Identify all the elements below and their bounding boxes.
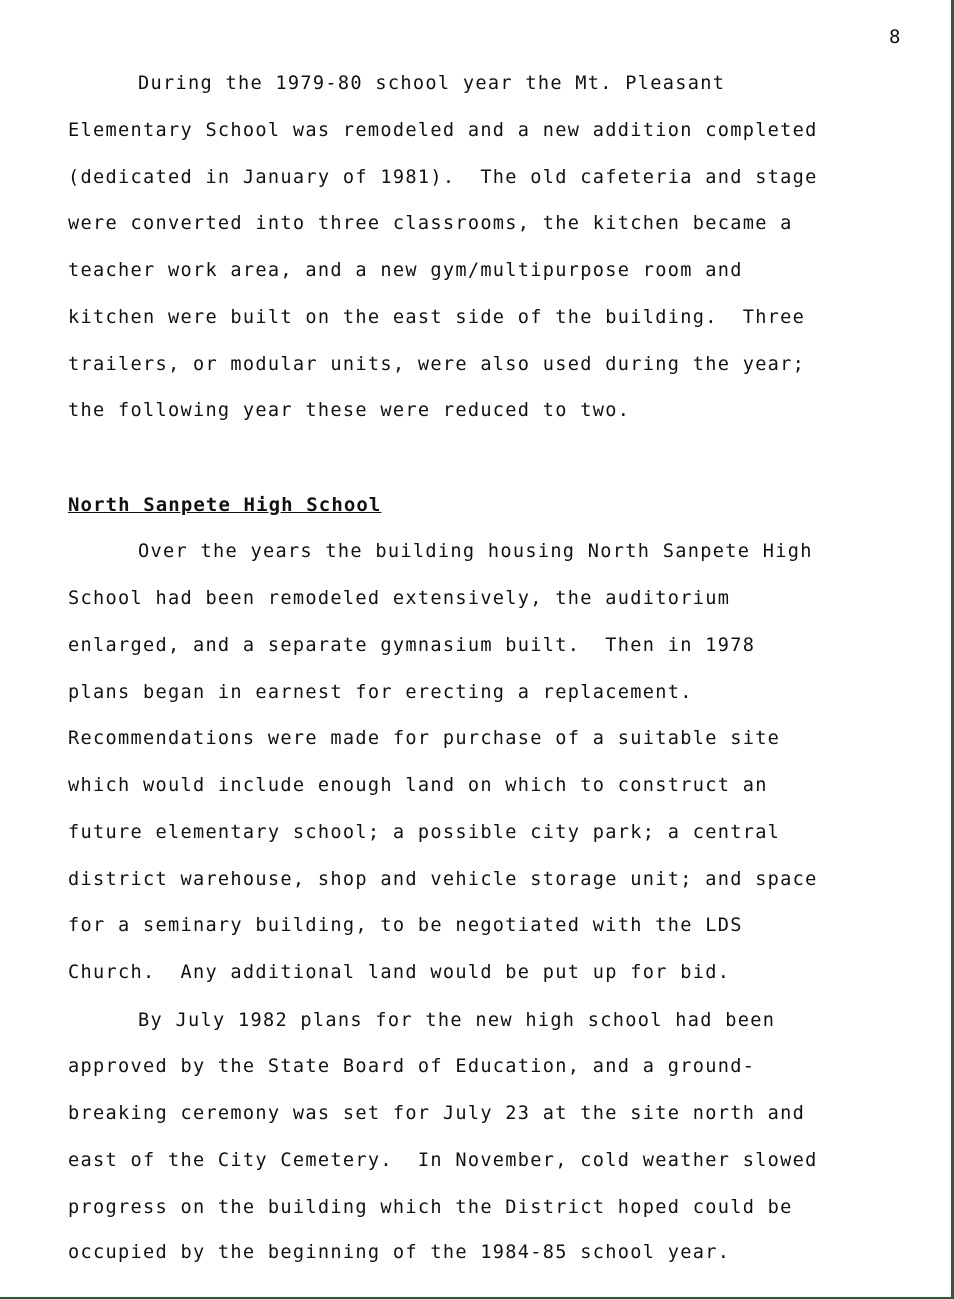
paragraph-2-line: Over the years the building housing North Sanpete High	[138, 541, 813, 562]
paragraph-2-line: Church. Any additional land would be put up for bid.	[68, 962, 731, 983]
paragraph-3-line: occupied by the beginning of the 1984-85 school year.	[68, 1242, 731, 1263]
paragraph-1-line: During the 1979-80 school year the Mt. Pleasant	[138, 73, 726, 94]
paragraph-2-line: for a seminary building, to be negotiated with the LDS	[68, 915, 743, 936]
paragraph-1-line: (dedicated in January of 1981). The old cafeteria and stage	[68, 167, 818, 188]
paragraph-2-line: plans began in earnest for erecting a replacement.	[68, 682, 693, 703]
paragraph-1-line: Elementary School was remodeled and a new addition completed	[68, 120, 818, 141]
paragraph-1-line: were converted into three classrooms, the kitchen became a	[68, 213, 793, 234]
paragraph-2-line: School had been remodeled extensively, the auditorium	[68, 588, 731, 609]
paragraph-2-line: enlarged, and a separate gymnasium built. Then in 1978	[68, 635, 756, 656]
paragraph-2-line: district warehouse, shop and vehicle storage unit; and space	[68, 869, 818, 890]
paragraph-2-line: which would include enough land on which to construct an	[68, 775, 768, 796]
paragraph-3-line: By July 1982 plans for the new high school had been	[138, 1010, 776, 1031]
paragraph-2-line: future elementary school; a possible city park; a central	[68, 822, 781, 843]
paragraph-1-line: kitchen were built on the east side of the building. Three	[68, 307, 806, 328]
paragraph-3-line: breaking ceremony was set for July 23 at the site north and	[68, 1103, 806, 1124]
section-heading: North Sanpete High School	[68, 494, 382, 516]
page-number: 8	[889, 26, 901, 48]
paragraph-2-line: Recommendations were made for purchase of a suitable site	[68, 728, 781, 749]
paragraph-3-line: east of the City Cemetery. In November, cold weather slowed	[68, 1150, 818, 1171]
paragraph-1-line: the following year these were reduced to two.	[68, 400, 631, 421]
paragraph-3-line: progress on the building which the District hoped could be	[68, 1197, 793, 1218]
paragraph-3-line: approved by the State Board of Education, and a ground-	[68, 1056, 756, 1077]
paragraph-1-line: teacher work area, and a new gym/multipurpose room and	[68, 260, 743, 281]
paragraph-1-line: trailers, or modular units, were also used during the year;	[68, 354, 806, 375]
